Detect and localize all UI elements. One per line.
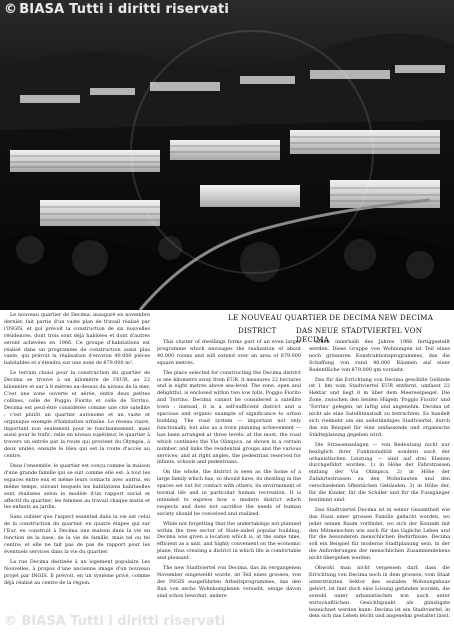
paragraph: The place selected for constructing the Decima district is one kilometre away from EUR, it measures 22 hectares and is eight metres above sea-level. The zone, open and delightful, is enclosed within two low hills, Poggio Fiorito and Torrino. Decima cannot be considered a satellite town : instead, it is a self-sufficient district and a spacious and organic example of significance to urban building. The road system — important not only functionally, but also as a town planning achievement — has been arranged at three levels: at the most, the road which continues the Via Olimpica, as shown in a certain number, and links the residential groups and the various services; and at right angles, the pedestrian reserved for infants, schools and pedestrians. [157, 369, 301, 466]
copyright-icon: © [4, 2, 18, 17]
paragraph: On the whole, the district is seen as the home of a large family which has, so should have, its dwelling in the spaces set out for contact with others, its environment of normal life and in particular human recreation. It is intended to express how a modern district which respects and does not sacrifice the needs of human society should be conceived and realized. [157, 469, 301, 517]
paragraph: Le nouveau quartier de Decima, inauguré en novembre dernier, fait partie d'un vaste plan de travail réalisé par l'INGIS, et qui prévoit la construction de six nouvelles résidences, dont trois sont déjà habitées et dont d'autres seront achevées en 1966. Ce groupe d'habitations est réalisé dans un programme de construction aussi plus vaste, qui prévoit la réalisation d'environ 40.000 pièces habitables et s'étendra sur une zone de 879.000 m². [4, 312, 150, 367]
paragraph: Sans oublier que l'aspect essentiel dans la vie est celui de la construction du quartier, en quatre étapes qui sur l'Eur, en construit à Decima une maison dans la vie en fonction de la base, de la vie de famille, mais tel ou tel centre; et elle ne fait pas de pas de rapport pour les éventuels services dans la vie du quartier. [4, 514, 150, 555]
paragraph: Le terrain choisi pour la construction du quartier de Decima se trouve à un kilomètre de l'EUR, au 22 kilomètre et sur à 8 mètres au-dessus du niveau de la mer. C'est une zone ouverte et aérée, entre deux petites collines, celle de Poggio Fiorito et celle de Torrino. Decima est peut-être considérée comme une cité satellite : c'est plutôt un quartier autonome et un vaste et organique exemple d'habitation urbaine. Le réseau viaire, important non seulement pour le fonctionnement, mais aussi pour le trafic, relie un niveau supérieur, le quartier à travers un entrée par la route qui provient du Olympia, à deux unités, ensuite le bleu qui est la route d'accès au centre. [4, 370, 150, 460]
watermark-top: © BIASA Tutti i diritti riservati [4, 2, 230, 17]
paragraph: Obwohl man nicht vergessen darf, dass die Errichtung von Decima noch in dem grossen, vom Staat unterstützten Sektor des sozialen Wohnungsbaus gehört, ist hier doch eine Lösung gefunden worden, die sowohl unter urbanistischen wie auch unter wirtschaftlichen Gesichtspunkt als günstigste bezeichnet werden kann: Decima ist ein Stadtviertel, in dem sich das Leben leicht und angenehm gestaltet lässt. [309, 565, 450, 620]
paragraph: Die Strassenanlagen — von Bedeutung nicht nur bezüglich ihrer Funktionalität sondern auch der urbanistischen Leistung — sind auf drei Ebenen durchgeführt worden. 1) in Höhe der Fahrstrassen entlang der Via Olimpica, 2) in Höhe der Zufahrtsstrassen zu den Wohnbauten und den verschiedenen öffentlichen Gebäuden, 3) in Höhe der, für die Kinder, für die Schüler und für die Fussgänger bestimmt sind. [309, 441, 450, 503]
caption-german-title: DAS NEUE STADTVIERTEL VON DECIMA [296, 326, 423, 344]
paragraph: Dans l'ensemble, le quartier est conçu comme la maison d'une grande famille qui se suit comme elle est: à tout les espaces entre eux et même leurs contacts avec autrui, en même temps, suivant lesquels les habitations habituelles sont réalisées selon le modèle d'un rapport social et affectif du quartier; les femmes au travail chaque matin et les enfants au jardin. [4, 463, 150, 511]
paragraph: This cluster of dwellings forms part of an even larger programme which envisages the realization of about 40.000 rooms and will extend over an area of 879.000 square metres. [157, 339, 301, 366]
caption-english-title-2: DISTRICT [238, 326, 277, 335]
watermark-bottom: © BIASA Tutti i diritti riservati [4, 614, 226, 629]
paragraph: Das für die Errichtung von Decima gewählte Gelände ist 1 km vom Stadtviertel EUR entfernt, umfasst 22 Hektar und liegt 8 m über dem Meeresspiegel. Die Zone, zwischen den beiden Hügeln 'Poggio Fiorito' und 'Torrino' gelegen, ist luftig und angenehm. Decima ist nicht als eine Satellitenstadt zu betrachten. Es handelt sich vielmehr um ein selbständiges Stadtviertel, durch das ein Beispiel für eine umfassende und organische Städteplanung gegeben wird. [309, 376, 450, 438]
text-column-english [157, 339, 301, 631]
caption-french-title: LE NOUVEAU QUARTIER DE DECIMA [228, 313, 377, 322]
district-photo [0, 0, 454, 310]
text-column-german [309, 339, 450, 631]
caption-english-title: NEW DECIMA [378, 313, 434, 322]
watermark-seal [130, 30, 374, 274]
text-column-french [4, 312, 150, 614]
paragraph: La rue Decima destinée à un logement populaire Les Nouvelles, à propos d'une ancienne image d'un nouveau projet par INGIS. Il prévoit, en un système privé, comme déjà réalisé au centre de la région. [4, 558, 150, 586]
paragraph: The new Stadtviertel von Decima, das im vergangenen November eingeweiht wurde, ist Teil eines grossen, von der INGIS ausgeführten Arbeitsprogrammes, das den Bau von sechs Wohnkomplexen vorsieht, einige davon sind schon bewohnt, andere [157, 565, 301, 599]
paragraph: sollen innerhalb des Jahres 1966 fertiggestellt werden. Diese Gruppe von Wohnungen ist Teil eines noch grösseren Konstruktionsprogrammes, das die Schaffung von rund 40.000 Räumen auf einer Bodenfläche von 879.000 qm vorsieht. [309, 339, 450, 373]
paragraph: Das Stadtviertel Decima ist in seiner Gesamtheit wie das Haus einer grossen Familie gedacht worden, wo jeder seinen Raum vorfindet, wo sich der Kontakt mit den Mitmenschen wie auch für das tägliche Leben und für die besonderen menschlichen Bedürfnisse. Decima soll ein Beispiel für moderne Stadtplanung sein, in der die Anforderungen der menschlichen Zusammenlebens nicht übergeben werden. [309, 506, 450, 562]
paragraph: While not forgetting that the undertakings not planned within the tree sector of State-aided popular building, Decima was given a location which is, at the same time, efficient as a unit, and highly convenient on the economic plane, thus creating a district in which life is comfortable and pleasant. [157, 520, 301, 562]
